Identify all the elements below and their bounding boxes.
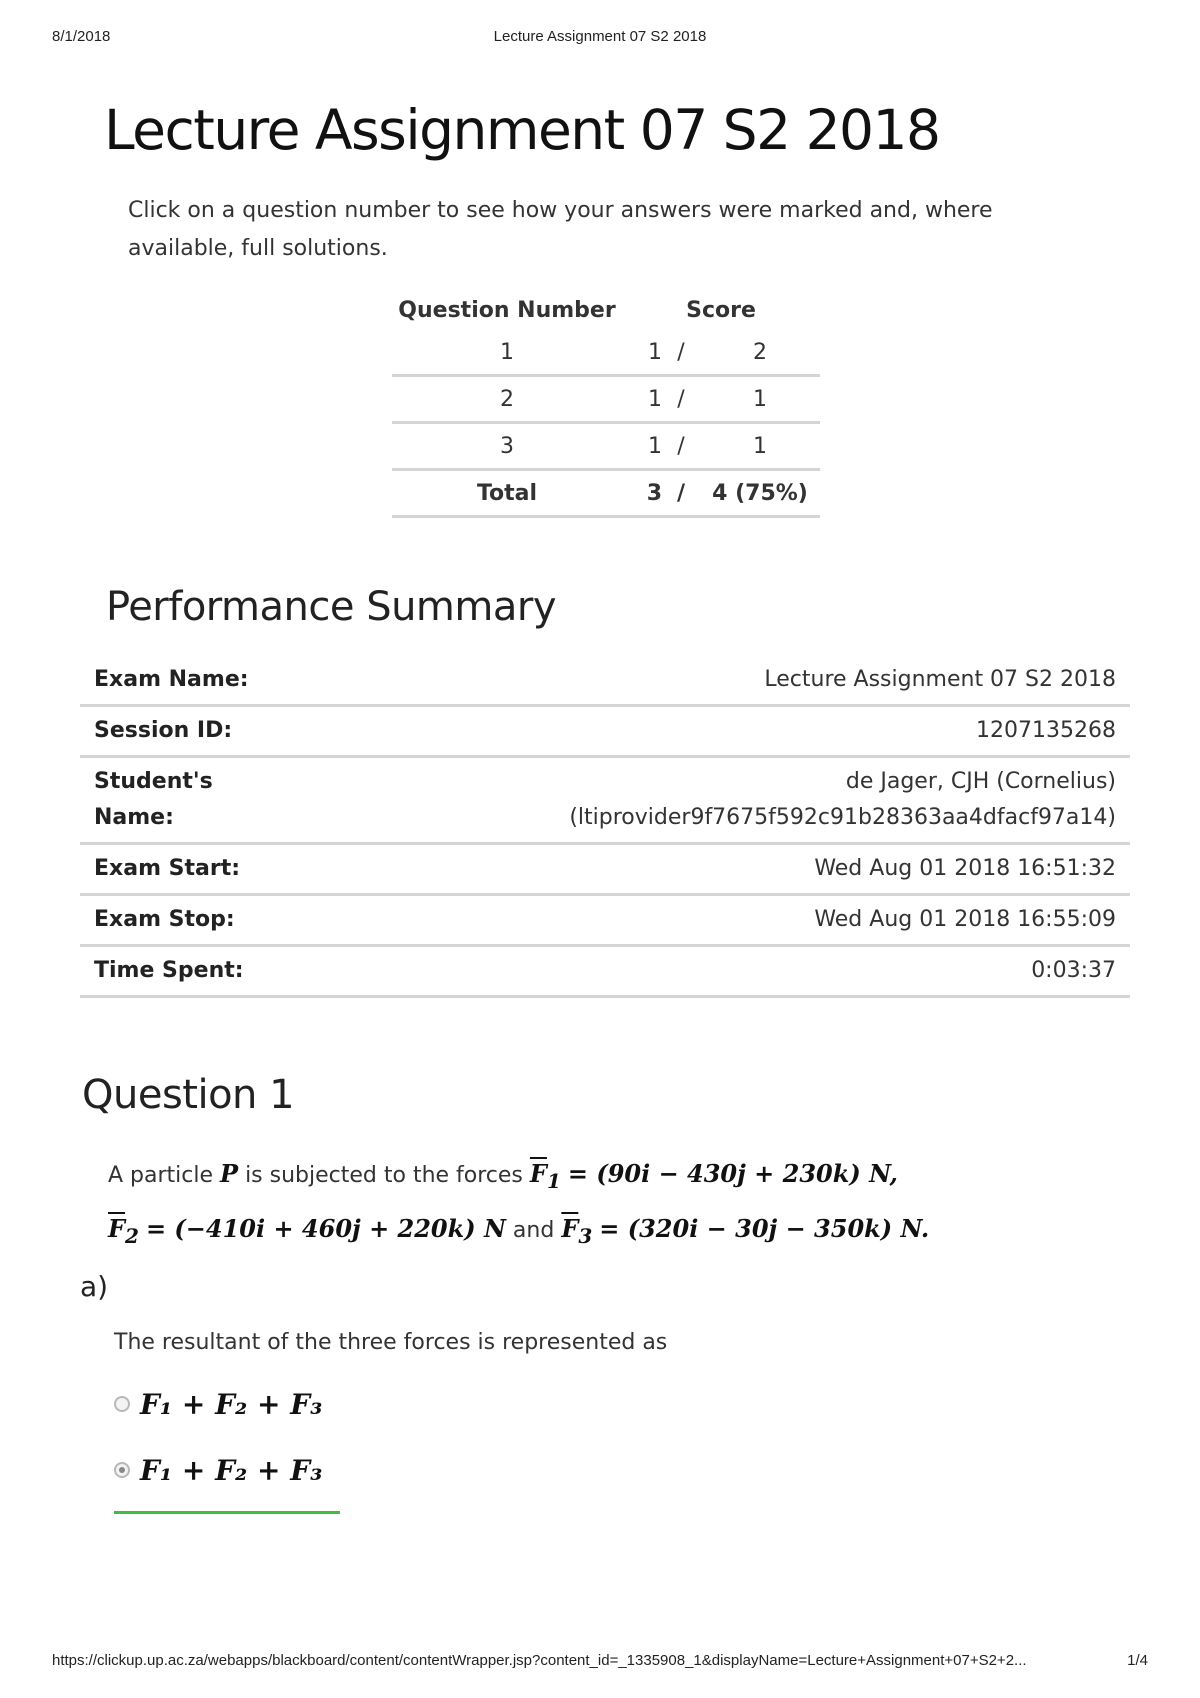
force-f3-symbol: $\overline{F}_3$ (561, 1213, 593, 1248)
force-f2-symbol: $\overline{F}_2$ (108, 1213, 139, 1248)
score-got: 1 (622, 330, 662, 376)
summary-value: de Jager, CJH (Cornelius) (ltiprovider9f7675f592c91b28363aa4dfacf97a14) (288, 757, 1130, 844)
total-separator: / (662, 470, 700, 517)
summary-row (80, 656, 1130, 706)
total-max: 4 (75%) (700, 470, 820, 517)
problem-line-1 (108, 1150, 1108, 1205)
part-a-label: a) (80, 1270, 109, 1303)
performance-summary-table (80, 656, 1130, 998)
radio-button-selected[interactable] (114, 1462, 130, 1478)
question-1-statement (108, 1150, 1108, 1260)
print-header (0, 28, 1200, 48)
summary-value: Lecture Assignment 07 S2 2018 (288, 656, 1130, 706)
answer-option[interactable] (114, 1382, 322, 1426)
question-number-link[interactable]: 3 (392, 423, 622, 470)
summary-key: Session ID: (80, 706, 288, 757)
answer-option-selected[interactable] (114, 1448, 322, 1492)
column-header-score: Score (686, 297, 756, 323)
score-separator: / (662, 376, 700, 423)
table-row[interactable] (392, 376, 820, 423)
question-number-link[interactable]: 2 (392, 376, 622, 423)
score-got: 1 (622, 423, 662, 470)
total-got: 3 (622, 470, 662, 517)
print-url: https://clickup.up.ac.za/webapps/blackboard/content/contentWrapper.jsp?content_id=_1335908_1&displayName=Lecture+Assignment+07+S2+2... (52, 1652, 1027, 1669)
total-label: Total (392, 470, 622, 517)
summary-value: 1207135268 (288, 706, 1130, 757)
correct-answer-indicator (114, 1511, 340, 1514)
summary-row (80, 844, 1130, 895)
summary-value: Wed Aug 01 2018 16:55:09 (288, 895, 1130, 946)
summary-value: Wed Aug 01 2018 16:51:32 (288, 844, 1130, 895)
option-label: F₁ + F₂ + F₃ (140, 1387, 323, 1421)
print-title: Lecture Assignment 07 S2 2018 (493, 28, 707, 45)
score-separator: / (662, 423, 700, 470)
summary-row (80, 946, 1130, 997)
score-max: 1 (700, 423, 820, 470)
problem-text: A particle (108, 1163, 214, 1188)
score-max: 2 (700, 330, 820, 376)
option-label: F₁ + F₂ + F₃ (140, 1453, 323, 1487)
table-row[interactable] (392, 423, 820, 470)
print-date: 8/1/2018 (52, 28, 111, 45)
summary-key: Student's Name: (80, 757, 288, 844)
problem-text: is subjected to the forces (245, 1163, 523, 1188)
force-f1-expression: = (90i − 430j + 230k) N, (567, 1159, 898, 1188)
question-number-link[interactable]: 1 (392, 330, 622, 376)
score-max: 1 (700, 376, 820, 423)
problem-line-2 (108, 1205, 1108, 1260)
score-separator: / (662, 330, 700, 376)
performance-summary-heading: Performance Summary (106, 584, 556, 630)
summary-key: Exam Stop: (80, 895, 288, 946)
intro-text: Click on a question number to see how your answers were marked and, where available, full solutions. (128, 198, 993, 261)
part-a-prompt: The resultant of the three forces is represented as (114, 1330, 668, 1355)
question-1-heading: Question 1 (82, 1072, 295, 1118)
score-table (392, 290, 820, 518)
column-header-question: Question Number (398, 297, 616, 323)
table-row[interactable] (392, 330, 820, 376)
summary-row (80, 706, 1130, 757)
summary-row (80, 895, 1130, 946)
radio-button[interactable] (114, 1396, 130, 1412)
summary-value: 0:03:37 (288, 946, 1130, 997)
particle-symbol: P (220, 1159, 239, 1188)
print-footer (0, 1652, 1200, 1672)
summary-key: Exam Start: (80, 844, 288, 895)
page-number: 1/4 (1127, 1652, 1148, 1669)
page-title: Lecture Assignment 07 S2 2018 (104, 98, 940, 162)
summary-row (80, 757, 1130, 844)
force-f2-expression: = (−410i + 460j + 220k) N (145, 1213, 506, 1243)
summary-key: Exam Name: (80, 656, 288, 706)
score-got: 1 (622, 376, 662, 423)
force-f3-expression: = (320i − 30j − 350k) N. (599, 1213, 930, 1243)
score-table-header (392, 290, 820, 330)
summary-key: Time Spent: (80, 946, 288, 997)
total-row (392, 470, 820, 517)
problem-text: and (512, 1217, 555, 1243)
force-f1-symbol: $\overline{F}_1$ (529, 1159, 561, 1193)
